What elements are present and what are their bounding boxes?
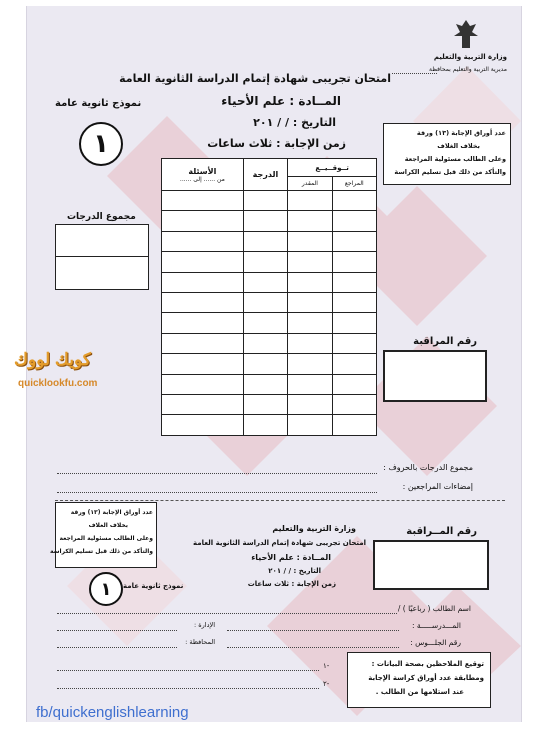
grade-cell[interactable]	[288, 415, 332, 435]
grade-cell[interactable]	[288, 252, 332, 272]
grade-cell[interactable]	[243, 333, 288, 353]
bottom-model-number-circle	[89, 572, 123, 606]
grade-row	[162, 313, 377, 333]
line-two-label: -٢	[323, 680, 330, 688]
school-line	[227, 630, 399, 631]
footer-link[interactable]: fb/quickenglishlearning	[36, 704, 189, 721]
grade-cell[interactable]	[162, 394, 244, 414]
eagle-emblem-icon	[452, 18, 480, 50]
grade-cell[interactable]	[332, 394, 376, 414]
exam-title: امتحان تجريبى شهادة إتمام الدراسة الثانوية العامة	[119, 72, 391, 85]
bottom-proctor-number-label: رقم المــراقبة	[406, 526, 477, 537]
grade-row	[162, 415, 377, 435]
grade-cell[interactable]	[162, 272, 244, 292]
grade-row	[162, 333, 377, 353]
observers-signature-box: توقيع الملاحظين بصحة البيانات : ومطابقة عدد أوراق كراسة الإجابة عند استلامها من الطالب .	[347, 652, 491, 708]
exam-duration: زمن الإجابة : ثلاث ساعات	[207, 137, 346, 150]
school-label: المـــدرســـــة :	[411, 621, 461, 630]
grade-cell[interactable]	[243, 292, 288, 312]
grade-row	[162, 211, 377, 231]
cut-line	[55, 500, 505, 501]
student-name-label: اسم الطالب ( رباعيًا ) /	[397, 604, 471, 613]
exam-date: التاريخ : / / ٢٠١	[253, 116, 336, 129]
grade-cell[interactable]	[288, 374, 332, 394]
grade-cell[interactable]	[332, 191, 376, 211]
reviewers-signatures-label: إمضاءات المراجعين :	[402, 482, 473, 491]
grade-cell[interactable]	[288, 313, 332, 333]
grades-total-box	[55, 224, 149, 290]
grade-cell[interactable]	[243, 313, 288, 333]
proctor-number-label: رقم المراقبة	[413, 336, 477, 347]
directorate-name: مديرية التربية والتعليم بمحافظة	[429, 66, 507, 73]
grade-row	[162, 394, 377, 414]
administration-label: الإدارة :	[193, 621, 215, 629]
grade-cell[interactable]	[243, 394, 288, 414]
bottom-model-label: نموذج ثانوية عامة	[123, 582, 184, 590]
bottom-subject: المــادة : علم الأحياء	[251, 553, 331, 562]
bottom-model-number: ١	[100, 578, 112, 600]
bottom-date: التاريخ : / / ٢٠١	[268, 567, 321, 575]
grades-in-letters-label: مجموع الدرجات بالحروف :	[383, 463, 473, 472]
grade-cell[interactable]	[288, 292, 332, 312]
examiner-header: المقدر	[288, 177, 332, 191]
governorate-label: المحافظة :	[185, 638, 215, 646]
administration-line	[57, 630, 177, 631]
grade-cell[interactable]	[332, 231, 376, 251]
grade-cell[interactable]	[162, 252, 244, 272]
grade-cell[interactable]	[162, 374, 244, 394]
grade-cell[interactable]	[288, 354, 332, 374]
grades-in-letters-line	[57, 473, 377, 474]
grade-cell[interactable]	[288, 272, 332, 292]
grade-cell[interactable]	[332, 415, 376, 435]
grade-cell[interactable]	[332, 211, 376, 231]
grade-row	[162, 231, 377, 251]
grade-cell[interactable]	[162, 333, 244, 353]
student-name-line	[57, 613, 397, 614]
governorate-line	[57, 647, 177, 648]
grade-row	[162, 191, 377, 211]
grade-cell[interactable]	[162, 231, 244, 251]
line-two	[57, 688, 319, 689]
seat-number-label: رقم الجلـــوس :	[410, 638, 461, 647]
grade-cell[interactable]	[332, 313, 376, 333]
grade-cell[interactable]	[288, 191, 332, 211]
grade-cell[interactable]	[162, 211, 244, 231]
model-number-circle	[79, 122, 123, 166]
signature-header: تــوقــيــع	[288, 159, 377, 177]
reviewer-header: المراجع	[332, 177, 376, 191]
grade-cell[interactable]	[162, 354, 244, 374]
grade-cell[interactable]	[288, 211, 332, 231]
exam-cover-page	[26, 6, 522, 722]
grade-cell[interactable]	[243, 272, 288, 292]
bottom-exam-title: امتحان تجريبى شهادة إتمام الدراسة الثانوية العامة	[192, 539, 366, 547]
watermark-arabic: كويك لووك	[14, 350, 91, 369]
watermark-url: quicklookfu.com	[18, 378, 98, 389]
seat-number-line	[227, 647, 399, 648]
reviewers-signatures-line	[57, 492, 377, 493]
grade-cell[interactable]	[243, 211, 288, 231]
grade-cell[interactable]	[243, 191, 288, 211]
grade-cell[interactable]	[332, 292, 376, 312]
grades-total-label: مجموع الدرجات	[67, 212, 136, 222]
grade-cell[interactable]	[162, 313, 244, 333]
line-one	[57, 670, 319, 671]
bottom-duration: زمن الإجابة : ثلاث ساعات	[247, 580, 336, 588]
grade-cell[interactable]	[332, 374, 376, 394]
grade-row	[162, 252, 377, 272]
grade-cell[interactable]	[332, 252, 376, 272]
grade-cell[interactable]	[243, 231, 288, 251]
grade-cell[interactable]	[332, 272, 376, 292]
grade-row	[162, 272, 377, 292]
proctor-number-box	[383, 350, 487, 402]
bottom-proctor-number-box	[373, 540, 489, 590]
grade-cell[interactable]	[332, 333, 376, 353]
grade-row	[162, 292, 377, 312]
grade-row	[162, 374, 377, 394]
grade-row	[162, 354, 377, 374]
model-number: ١	[93, 129, 109, 159]
grade-cell[interactable]	[243, 354, 288, 374]
directorate-line	[392, 73, 437, 74]
grades-table	[161, 158, 377, 436]
questions-header: الأسئلة من ...... إلى ......	[162, 159, 244, 191]
line-one-label: -١	[323, 662, 330, 670]
answer-sheets-notice: عدد أوراق الإجابة (١٣) ورقة بخلاف الغلاف وعلى الطالب مسئولية المراجعة والتأكد من ذلك قبل تسليم الكراسة	[383, 123, 511, 185]
bottom-answer-sheets-notice: عدد أوراق الإجابة (١٣) ورقة بخلاف الغلاف وعلى الطالب مسئولية المراجعة والتأكد من ذلك قبل تسليم الكراسة	[55, 502, 157, 568]
grade-cell[interactable]	[243, 252, 288, 272]
grade-cell[interactable]	[332, 354, 376, 374]
grade-header: الدرجة	[243, 159, 288, 191]
grade-cell[interactable]	[288, 394, 332, 414]
grade-cell[interactable]	[288, 333, 332, 353]
grade-cell[interactable]	[162, 191, 244, 211]
model-label: نموذج ثانوية عامة	[55, 98, 142, 109]
ministry-name: وزارة التربية والتعليم	[433, 53, 507, 61]
grade-cell[interactable]	[162, 415, 244, 435]
grade-cell[interactable]	[243, 374, 288, 394]
subject-label: المــادة : علم الأحياء	[221, 94, 341, 108]
grade-cell[interactable]	[162, 292, 244, 312]
grade-cell[interactable]	[288, 231, 332, 251]
bottom-ministry: وزارة التربية والتعليم	[272, 524, 356, 533]
grade-cell[interactable]	[243, 415, 288, 435]
